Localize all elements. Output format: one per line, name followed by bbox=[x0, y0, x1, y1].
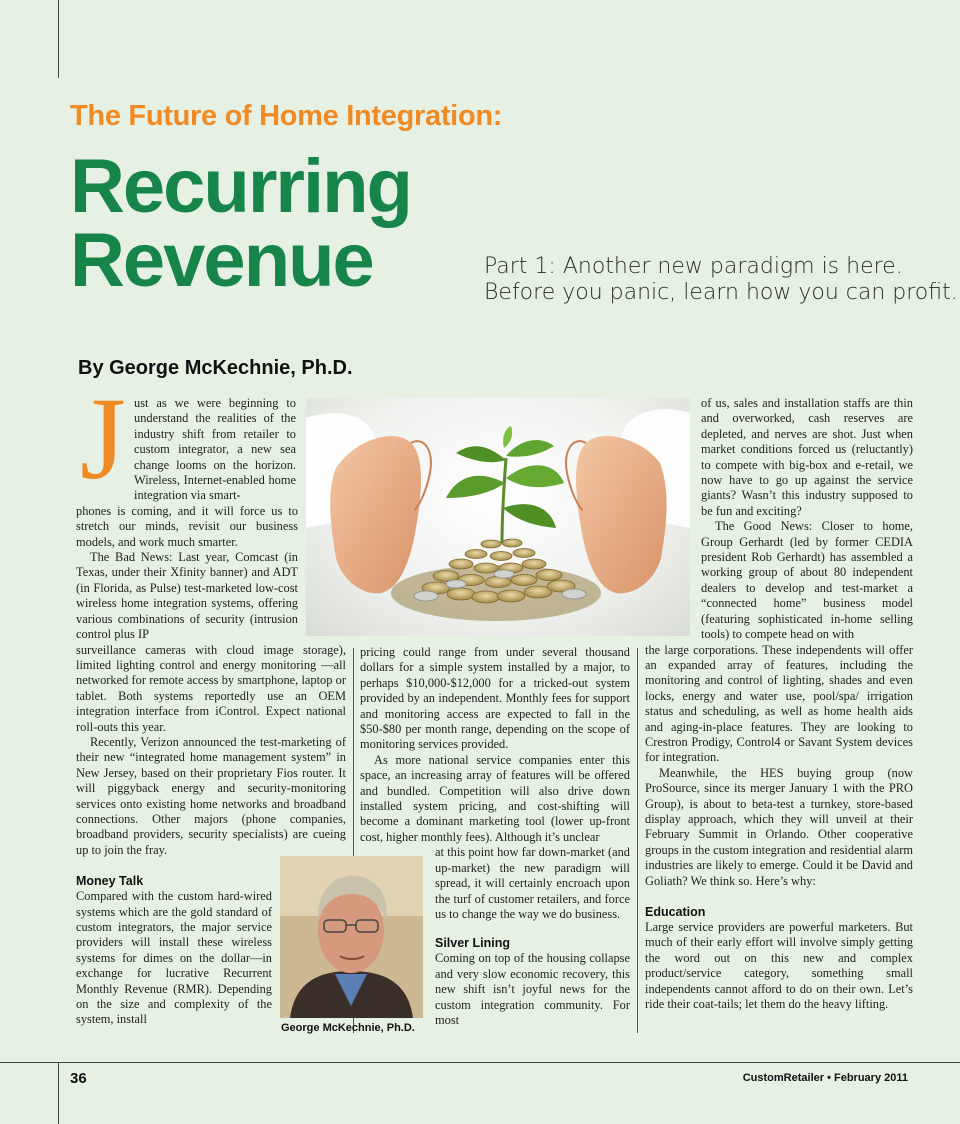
byline: By George McKechnie, Ph.D. bbox=[78, 357, 353, 379]
author-portrait-illustration bbox=[280, 856, 423, 1018]
article-column-3 bbox=[645, 396, 913, 1012]
paragraph-hes-group: Meanwhile, the HES buying group (now ProSource, since its merger January 1 with the PRO Group), is about to beta-test a turnkey, store-based display approach, which they will unveil at their February Summit in Orlando. Other cooperative groups in the custom integration and residential alarm industries are likely to emerge. Could it be David and Goliath? We think so. Here’s why: bbox=[645, 765, 913, 888]
title-line-1: Recurring bbox=[70, 144, 411, 229]
subhead-silver-lining: Silver Lining bbox=[435, 936, 511, 951]
subhead-money-talk: Money Talk bbox=[76, 874, 144, 889]
hands-coins-plant-illustration bbox=[306, 398, 690, 636]
page-number: 36 bbox=[70, 1070, 87, 1087]
footer-rule bbox=[0, 1062, 960, 1063]
hero-photo-hands-coins-plant bbox=[306, 398, 690, 636]
paragraph-competition: As more national service companies enter this space, an increasing array of features will be offered and bundled. Competition will also drive down installed system pricing, and cost-shifting will become a dominant marketing tool (lower up-front cost, higher monthly fees). Although it’s unclear bbox=[360, 752, 630, 844]
paragraph-good-news-continued: the large corporations. These independents will offer an expanded array of features, including the monitoring and control of lighting, shades and even locks, energy and water use, pool/spa/ irrigation status and scheduling, as well as home health aids and aging-in-place features. They are looking to Crestron Prodigy, Control4 or Savant System devices for integration. bbox=[645, 642, 913, 765]
column-2-lower bbox=[435, 845, 630, 1028]
top-margin-rule bbox=[58, 0, 59, 78]
column-rule-2 bbox=[637, 648, 638, 1033]
paragraph-education: Large service providers are powerful marketers. But much of their early effort will involve simply getting the word out on this new and complex product/service category, something small independents cannot afford to do on their own. Let’s ride their coat-tails; let them do the heavy lifting. bbox=[645, 920, 913, 1012]
portrait-caption: George McKechnie, Ph.D. bbox=[281, 1022, 415, 1034]
column-3-upper bbox=[701, 396, 913, 643]
author-portrait bbox=[280, 856, 423, 1018]
footer-margin-rule bbox=[58, 1062, 59, 1124]
dek-line-2: Before you panic, learn how you can profit. bbox=[484, 280, 958, 305]
paragraph-competition-continued: at this point how far down-market (and up-market) the new paradigm will spread, it will certainly encroach upon the turf of customer retailers, and force us to change the way we do business. bbox=[435, 845, 630, 921]
paragraph-money-talk: Compared with the custom hard-wired systems which are the gold standard of custom integrators, the major service providers will install these wireless systems for dimes on the dollar—in exchange for lucrative Recurrent Monthly Revenue (RMR). Depending on the size and complexity of the system, install bbox=[76, 889, 272, 1027]
paragraph-silver-lining: Coming on top of the housing collapse and very slow economic recovery, this new shift isn’t joyful news for the custom integration community. For most bbox=[435, 951, 630, 1027]
article-dek bbox=[484, 254, 958, 306]
paragraph-intro: ust as we were beginning to understand the realities of the industry shift from retailer to custom integrator, a new sea change looms on the horizon. Wireless, Internet-enabled home integration via smart- bbox=[134, 396, 296, 503]
article-title bbox=[70, 144, 411, 303]
subhead-education: Education bbox=[645, 905, 706, 919]
drop-cap: J bbox=[80, 373, 126, 504]
publication-footer: CustomRetailer • February 2011 bbox=[742, 1072, 908, 1084]
paragraph-bad-news-continued: surveillance cameras with cloud image storage), limited lighting control and energy monitoring —all networked for remote access by smartphone, laptop or tablet. Both systems reportedly use an OEM integration interface from iControl. Expect national roll-outs this year. bbox=[76, 642, 346, 734]
article-kicker: The Future of Home Integration: bbox=[70, 100, 503, 132]
paragraph-bad-news: The Bad News: Last year, Comcast (in Texas, under their Xfinity banner) and ADT (in Florida, as Pulse) test-marketed low-cost wireless home integration systems, offering various combinations of security (intrusion control plus IP bbox=[76, 550, 298, 642]
paragraph-pricing: pricing could range from under several thousand dollars for a simple system installed by a major, to perhaps $10,000-$12,000 for a tricked-out system provided by an independent. Monthly fees for support and monitoring access are expected to fall in the $50-$80 per month range, depending on the scope of monitoring services provided. bbox=[360, 645, 630, 752]
paragraph-verizon: Recently, Verizon announced the test-marketing of their new “integrated home management system” in New Jersey, based on their proprietary Fios router. It will piggyback energy and security-monitoring services onto existing home networks and broadband connections. Other majors (phone companies, broadband providers, security specialists) are cueing up to join the fray. bbox=[76, 734, 346, 857]
paragraph-good-news: The Good News: Closer to home, Group Gerhardt (led by former CEDIA president Rob Gerhardt) has assembled a working group of about 80 independent dealers to develop and test-market a “connected home” business model (featuring sophisticated in-home selling tools) to compete head on with bbox=[701, 519, 913, 642]
dek-line-1: Part 1: Another new paradigm is here. bbox=[484, 254, 903, 279]
title-line-2: Revenue bbox=[70, 218, 373, 303]
paragraph-staffs: of us, sales and installation staffs are thin and overworked, cash reserves are depleted, and nerves are shot. Just when market conditions forced us (reluctantly) to compete with big-box and e-retail, we now have to go up against the service giants? Wasn’t this industry supposed to be fun and exciting? bbox=[701, 396, 913, 518]
paragraph-intro-continued: phones is coming, and it will force us to stretch our minds, revisit our business models, and work much smarter. bbox=[76, 503, 298, 549]
